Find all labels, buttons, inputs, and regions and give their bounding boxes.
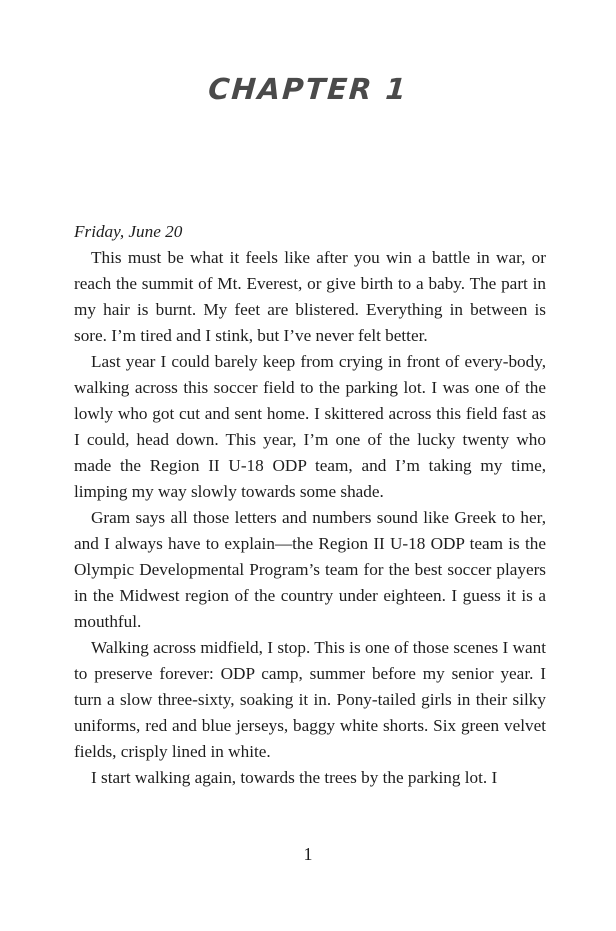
paragraph-1: This must be what it feels like after you win a battle in war, or reach the summit of Mt. Everest, or give birth to a baby. The part in my hair is burnt. My feet are blistered. Everything in between is sore. I’m tired and I stink, but I’ve never felt better. <box>74 248 546 345</box>
paragraph-3: Gram says all those letters and numbers sound like Greek to her, and I always have to explain—the Region II U-18 ODP team is the Olympic Developmental Program’s team for the best soccer players in the Midwest region of the country under eighteen. I guess it is a mouthful. <box>74 508 546 631</box>
chapter-title: CHAPTER 1 <box>207 72 409 106</box>
page-number: 1 <box>303 844 313 864</box>
dateline: Friday, June 20 <box>74 222 183 241</box>
body-text <box>74 219 546 791</box>
paragraph-4: Walking across midfield, I stop. This is one of those scenes I want to preserve forever: ODP camp, summer before my senior year. I turn a slow three-sixty, soaking it in. Pony-tailed girls in their silky uniforms, red and blue jerseys, baggy white shorts. Six green velvet fields, crisply lined in white. <box>74 638 546 761</box>
paragraph-2: Last year I could barely keep from crying in front of every-body, walking across this soccer field to the parking lot. I was one of the lowly who got cut and sent home. I skittered across this field fast as I could, head down. This year, I’m one of the lucky twenty who made the Region II U-18 ODP team, and I’m taking my time, limping my way slowly towards some shade. <box>74 352 546 501</box>
paragraph-5: I start walking again, towards the trees by the parking lot. I <box>91 768 498 787</box>
